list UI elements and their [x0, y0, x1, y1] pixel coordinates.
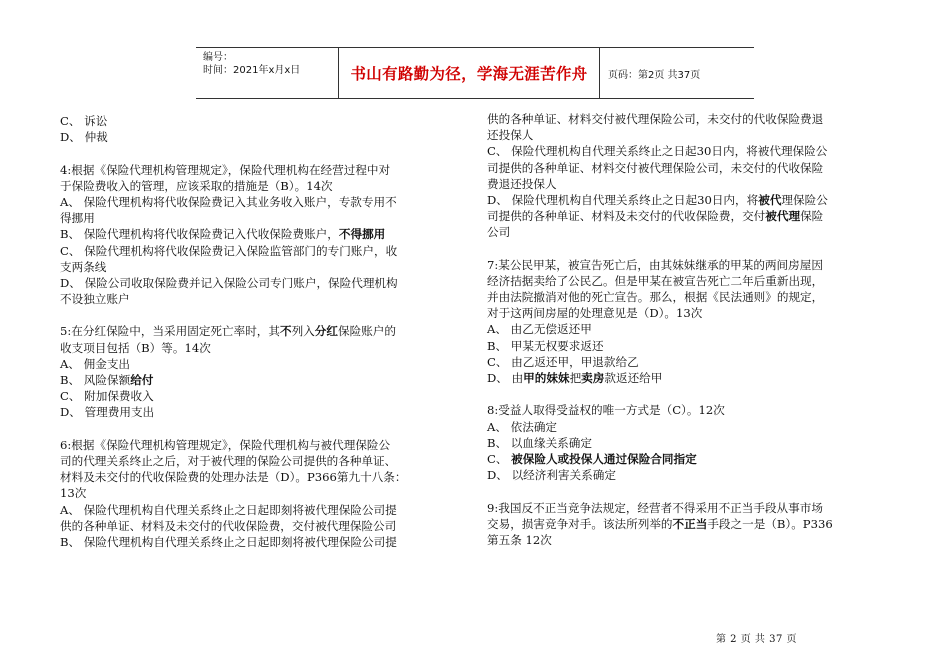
option-line: 支两条线 — [60, 259, 107, 274]
question-4-line: 于保险费收入的管理，应该采取的措施是（B）。14次 — [60, 178, 333, 193]
option-line — [60, 372, 465, 388]
option-line: A、 由乙无偿返还甲 — [487, 322, 592, 337]
option-line: A、 依法确定 — [487, 419, 558, 434]
bold-text: 被代理 — [765, 209, 801, 224]
text-run: D、 保险代理机构自代理关系终止之日起30日内，将 — [487, 192, 759, 207]
bold-text: 不得挪用 — [338, 227, 386, 242]
option-line — [60, 226, 465, 242]
text-run: 保险 — [800, 209, 824, 224]
text-run: B、 风险保额 — [60, 373, 131, 387]
option-line: A、 保险代理机构自代理关系终止之日起即刻将被代理保险公司提 — [60, 502, 397, 517]
option-line: 还投保人 — [487, 128, 534, 143]
option-line — [487, 208, 899, 224]
option-line: C、 诉讼 — [60, 114, 108, 128]
bold-text: 不正当 — [672, 516, 708, 531]
question-8-line: 8:受益人取得受益权的唯一方式是（C）。12次 — [487, 403, 725, 418]
bold-text: 被保险人或投保人通过保险合同指定 — [511, 451, 697, 466]
bold-text: 卖房 — [581, 371, 605, 385]
option-line: A、 佣金支出 — [60, 356, 131, 371]
option-line: 司提供的各种单证、材料交付被代理保险公司，未交付的代收保险 — [487, 160, 824, 175]
text-run: 保险账户的 — [338, 324, 396, 339]
header-page-label: 页码：第2页 共37页 — [608, 69, 701, 81]
option-line: 公司 — [487, 225, 511, 240]
question-6-line: 13次 — [60, 486, 87, 501]
question-7-line: 并由法院撤消对他的死亡宣告。那么，根据《民法通则》的规定， — [487, 290, 824, 305]
text-run: 款返还给甲 — [604, 371, 663, 385]
option-line: D、 管理费用支出 — [60, 405, 155, 420]
header-motto: 书山有路勤为径，学海无涯苦作舟 — [339, 48, 600, 98]
option-line: D、 以经济利害关系确定 — [487, 468, 616, 483]
left-column — [60, 113, 465, 550]
bold-text: 分红 — [314, 324, 338, 339]
option-line: 供的各种单证、材料交付被代理保险公司，未交付的代收保险费退 — [487, 112, 824, 126]
bold-text: 给付 — [130, 373, 154, 387]
option-line: 得挪用 — [60, 211, 95, 226]
question-6-line: 6:根据《保险代理机构管理规定》，保险代理机构与被代理保险公 — [60, 437, 391, 452]
question-4-line: 4:根据《保险代理机构管理规定》，保险代理机构在经营过程中对 — [60, 162, 391, 177]
question-7-line: 经济拮据卖给了公民乙。但是甲某在被宣告死亡二年后重新出现， — [487, 273, 824, 288]
option-line: C、 保险代理机构将代收保险费记入保险监管部门的专门账户，收 — [60, 243, 398, 258]
question-5-line — [60, 323, 465, 339]
bold-text: 不 — [279, 324, 292, 339]
option-line — [487, 370, 899, 386]
text-run: 把 — [569, 371, 582, 385]
bold-text: 甲的妹妹 — [523, 371, 570, 385]
page-footer: 第 2 页 共 37 页 — [716, 634, 797, 645]
time-label: 时间：2021年x月x日 — [203, 65, 301, 76]
option-line: C、 由乙返还甲，甲退款给乙 — [487, 354, 639, 369]
header-meta — [196, 48, 339, 98]
option-line: C、 附加保费收入 — [60, 389, 154, 404]
option-line: D、 保险公司收取保险费并记入保险公司专门账户，保险代理机构 — [60, 275, 398, 290]
question-9-line — [487, 516, 899, 532]
question-6-line: 材料及未交付的代收保险费的处理办法是（D）。P366第九十八条： — [60, 470, 407, 485]
page-header — [196, 47, 754, 99]
question-5-line: 收支项目包括（B）等。14次 — [60, 340, 211, 355]
option-line: C、 保险代理机构自代理关系终止之日起30日内，将被代理保险公 — [487, 144, 828, 159]
text-run: 理保险公 — [781, 192, 828, 207]
text-run: 手段之一是（B）。P336 — [707, 516, 833, 531]
text-run: 交易，损害竞争对手。该法所列举的 — [487, 516, 673, 531]
option-line: B、 以血缘关系确定 — [487, 435, 592, 450]
option-line: A、 保险代理机构将代收保险费记入其业务收入账户，专款专用不 — [60, 194, 397, 209]
question-7-line: 对于这两间房屋的处理意见是（D）。13次 — [487, 306, 703, 321]
question-7-line: 7:某公民甲某，被宣告死亡后，由其妹妹继承的甲某的两间房屋因 — [487, 257, 823, 272]
option-line: 费退还投保人 — [487, 176, 557, 191]
bold-text: 被代 — [758, 192, 782, 207]
question-6-line: 司的代理关系终止之后，对于被代理的保险公司提供的各种单证、 — [60, 453, 397, 468]
option-line: B、 保险代理机构自代理关系终止之日起即刻将被代理保险公司提 — [60, 534, 397, 549]
option-line: B、 甲某无权要求返还 — [487, 338, 604, 353]
text-run: 列入 — [291, 324, 315, 339]
text-run: 司提供的各种单证、材料及未交付的代收保险费，交付 — [487, 209, 766, 224]
option-line — [487, 192, 899, 208]
text-run: B、 保险代理机构将代收保险费记入代收保险费账户， — [60, 227, 339, 242]
right-column — [487, 111, 899, 548]
option-line — [487, 451, 899, 467]
text-run: D、 由 — [487, 371, 524, 385]
option-line: 供的各种单证、材料及未交付的代收保险费，交付被代理保险公司 — [60, 518, 397, 533]
option-line: D、 仲裁 — [60, 130, 108, 145]
number-label: 编号： — [203, 52, 233, 63]
question-9-line: 9:我国反不正当竞争法规定，经营者不得采用不正当手段从事市场 — [487, 500, 823, 515]
text-run: 5:在分红保险中，当采用固定死亡率时，其 — [60, 324, 280, 339]
option-line: 不设独立账户 — [60, 292, 130, 307]
question-9-line: 第五条 12次 — [487, 532, 552, 547]
text-run: C、 — [487, 451, 512, 466]
